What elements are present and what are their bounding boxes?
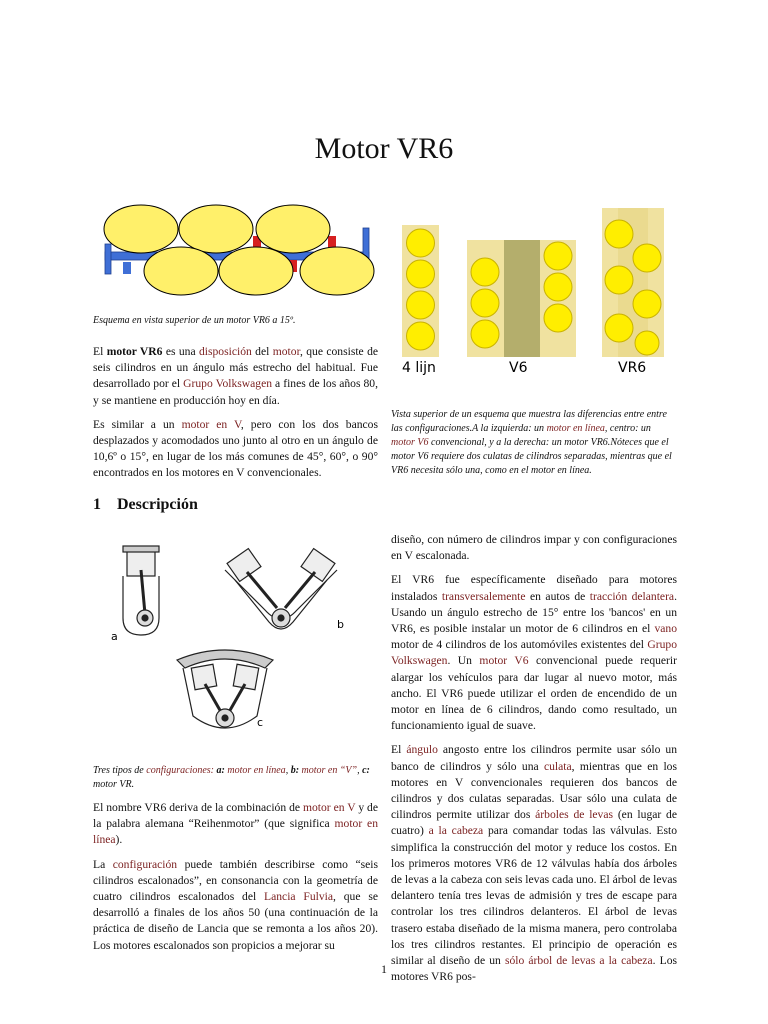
text-run: convencional puede requerir alargar los vehículos para dar lugar al nuevo motor, más ancho. El VR6 puede utilizar el orden de encendido de un motor en línea de 6 cilindros, dando como resultado, un funcionamiento igual de suave. — [391, 654, 677, 733]
engine-types-image — [105, 540, 365, 745]
text-run: , — [285, 765, 291, 776]
text-run: diseño, con número de cilindros impar y con configuraciones en V escalonada. — [391, 533, 677, 563]
link[interactable]: motor en “V” — [301, 765, 358, 776]
link[interactable]: motor en línea — [546, 423, 605, 434]
vr6-schematic-image — [93, 200, 383, 300]
link[interactable]: motor en línea — [93, 817, 378, 847]
section-title: Descripción — [117, 496, 198, 513]
right-paragraph-1 — [391, 532, 677, 564]
text-run: Vista superior de un esquema que muestra las diferencias entre entre las configuraciones. — [391, 409, 667, 434]
text-run: Es similar a un — [93, 417, 182, 431]
link[interactable]: Lancia Fulvia — [264, 890, 334, 904]
link[interactable]: ángulo — [406, 743, 438, 757]
left-paragraph-2 — [93, 857, 378, 954]
fig3-caption — [93, 764, 378, 792]
text-run: , que consiste de seis cilindros en un ángulo más estrecho del habitual. Fue desarrollado por el — [93, 345, 379, 391]
right-body-text — [391, 532, 677, 993]
page-number: 1 — [381, 962, 387, 976]
link[interactable]: configuración — [112, 857, 178, 871]
text-run: (en lugar de cuatro) — [391, 808, 678, 838]
text-run: convencional, y a la derecha: un motor VR6. — [428, 437, 611, 448]
link[interactable]: motor — [272, 345, 300, 358]
link[interactable]: motor V6 — [479, 654, 529, 668]
right-paragraph-2 — [391, 572, 677, 734]
left-paragraph-1 — [93, 800, 378, 849]
fig1-caption: Esquema en vista superior de un motor VR6 a 15º. — [93, 315, 296, 326]
bold-text: motor VR6 — [106, 345, 163, 358]
bold-text: b: — [290, 765, 300, 776]
text-run: en autos de — [525, 589, 590, 603]
text-run: , que se desarrolló a finales de los años 50 (una continuación de la práctica de diseño de Lancia que se remonta a los años 20). Los motores escalonados son propicios a mejorar su — [93, 890, 378, 952]
label-4-lijn: 4 lijn — [402, 360, 436, 376]
link[interactable]: disposición — [198, 345, 252, 358]
text-run: , — [357, 765, 363, 776]
label-c: c — [257, 716, 264, 729]
text-run: angosto entre los cilindros permite usar sólo un banco de cilindros y sólo una — [391, 743, 677, 773]
text-run: . Los motores VR6 pos- — [391, 954, 677, 984]
text-run: , mientras que en los motores en V convencionales requieren dos bancos de cilindros y dos culatas separadas. Usar sólo una culata de cilindros permite utilizar dos — [391, 759, 677, 822]
text-run: A la izquierda: un — [472, 423, 547, 434]
fig2-caption — [391, 408, 677, 478]
vr6-schematic-figure — [93, 200, 383, 300]
bold-text: a: — [214, 765, 225, 776]
text-run: El — [93, 345, 107, 358]
link[interactable]: sólo árbol de levas a la cabeza — [504, 954, 653, 968]
text-run: ). — [115, 833, 123, 847]
text-run: El nombre VR6 deriva de la combinación de — [93, 801, 303, 814]
text-run: El — [391, 743, 407, 757]
intro-text — [93, 344, 378, 490]
text-run: del — [251, 345, 273, 358]
engine-types-figure — [105, 540, 365, 745]
text-run: . Usando un ángulo estrecho de 15° entre los 'bancos' en un VR6, es posible instalar un motor de 6 cilindros en el — [391, 589, 677, 636]
text-run: La — [93, 857, 113, 871]
text-run: , centro: un — [604, 423, 651, 434]
link[interactable]: transversalemente — [441, 589, 526, 603]
text-run: puede también describirse como “seis cilindros escalonados”, en consonancia con la geometría de cuatro cilindros escalonados del — [93, 857, 378, 904]
intro-paragraph-2 — [93, 417, 378, 482]
link[interactable]: motor en línea — [227, 765, 286, 776]
text-run: es una — [162, 345, 199, 358]
text-run: . Un — [447, 654, 480, 668]
text-run: Tres tipos de — [93, 765, 147, 776]
link[interactable]: Grupo Volkswagen — [391, 638, 677, 668]
label-a: a — [111, 630, 118, 643]
section-number: 1 — [93, 496, 101, 513]
text-run: El VR6 fue específicamente diseñado para motores instalados — [391, 573, 677, 603]
text-run: y de la palabra alemana “Reihenmotor” (que significa — [93, 801, 379, 831]
bold-text: c: — [362, 765, 370, 776]
page-title: Motor VR6 — [314, 132, 454, 166]
text-run: motor de 4 cilindros de los automóviles existentes del — [391, 638, 648, 652]
label-b: b — [337, 618, 344, 631]
link[interactable]: configuraciones: — [146, 765, 215, 776]
link[interactable]: motor V6 — [391, 437, 429, 448]
left-body-text — [93, 800, 378, 962]
right-paragraph-3 — [391, 742, 677, 985]
section-heading — [93, 496, 198, 514]
label-v6: V6 — [509, 360, 528, 376]
link[interactable]: a la cabeza — [428, 824, 484, 838]
link[interactable]: vano — [654, 622, 677, 636]
intro-paragraph-1 — [93, 344, 378, 409]
link[interactable]: Grupo Volkswagen — [183, 377, 273, 391]
text-run: para comandar todas las válvulas. Esto simplifica la construcción del motor y reduce los costos. En los primeros motores VR6 de 12 válvulas había dos árboles de levas a la cabeza con seis levas cada uno. El árbol de levas delantero tenía tres levas de admisión y tres de escape para controlar los tres cilindros delanteros. El árbol de levas trasero estaba diseñado de la misma manera, pero controlaba los tres cilindros restantes. El principio de operación es similar al diseño de un — [391, 824, 677, 968]
text-run: , pero con los dos bancos desplazados y acomodados uno junto al otro en un ángulo de 10,6º o 15°, en lugar de los más comunes de 45°, 60°, o 90° encontrados en los motores en V convencionales. — [93, 417, 378, 480]
text-run: Nóteces que el motor V6 requiere dos culatas de cilindros separadas, mientras que el VR6 necesita sólo una, como en el motor en línea. — [391, 437, 672, 476]
text-run: motor VR. — [93, 779, 135, 790]
link[interactable]: motor en V — [302, 801, 356, 814]
link[interactable]: tracción delantera — [589, 589, 675, 603]
link[interactable]: árboles de levas — [535, 808, 614, 822]
link[interactable]: culata — [543, 759, 572, 773]
configurations-comparison-image — [396, 200, 676, 380]
label-vr6: VR6 — [618, 360, 647, 376]
configurations-comparison-figure — [396, 200, 676, 380]
link[interactable]: motor en V — [181, 417, 241, 431]
text-run: a fines de los años 80, y se mantiene en producción hoy en día. — [93, 377, 378, 407]
